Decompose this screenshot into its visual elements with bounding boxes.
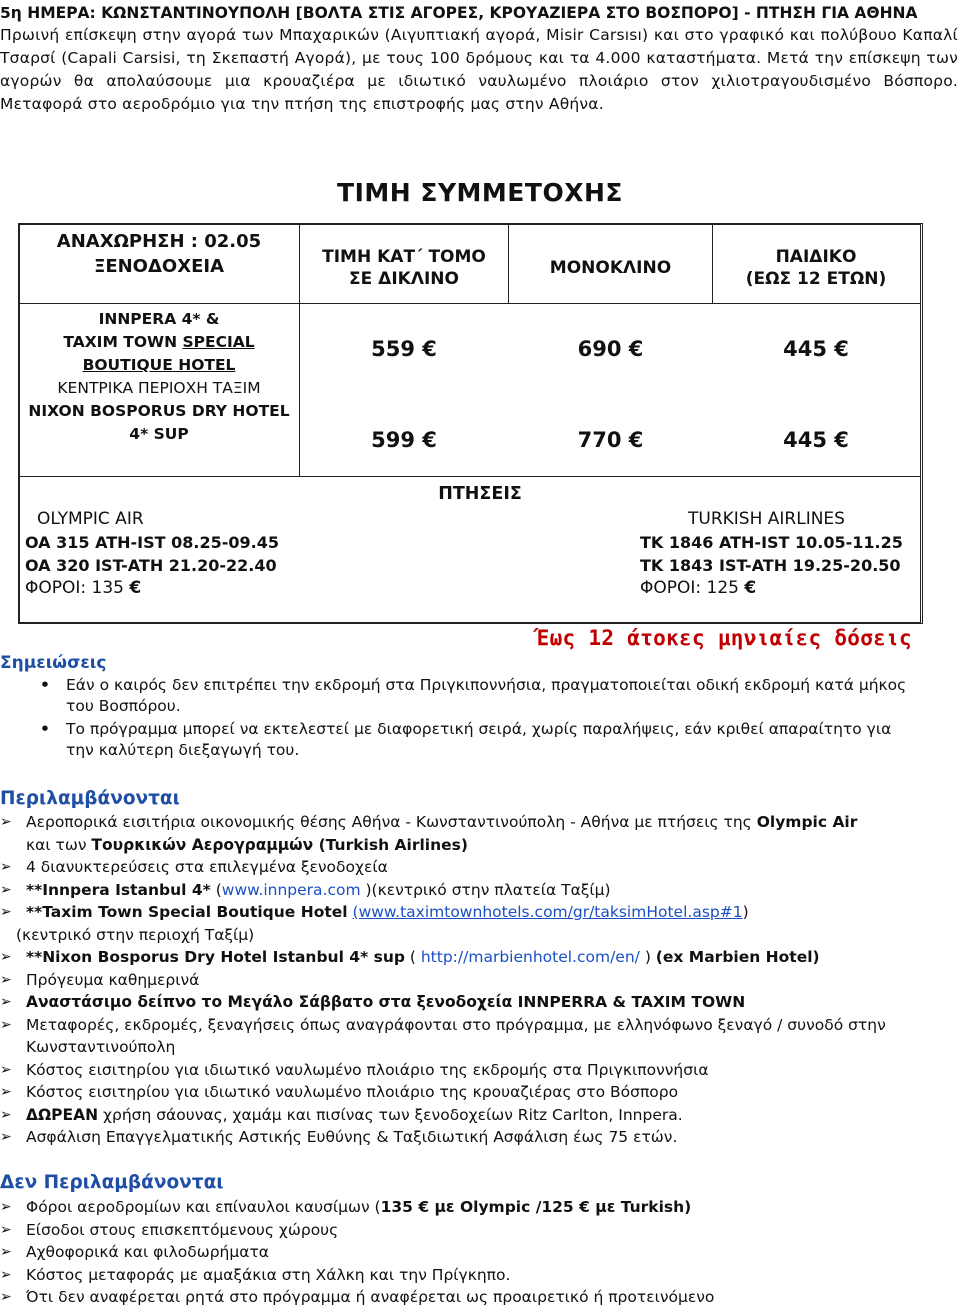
hotel-2-line1: NIXON BOSPORUS DRY HOTEL [28,402,290,420]
col-child-line2: (ΕΩΣ 12 ΕΤΩΝ) [745,269,887,289]
installments-banner: Έως 12 άτοκες μηνιαίες δόσεις [536,626,912,650]
col-child-line1: ΠΑΙΔΙΚΟ [775,247,857,267]
included-item: ➢ Κόστος εισιτηρίου για ιδιωτικό ναυλωμένο πλοιάριο της κρουαζιέρας στο Βόσπορο [0,1081,960,1104]
olympic-ret: OA 320 IST-ATH 21.20-22.40 [25,556,277,575]
euro-icon: € [129,578,142,598]
olympic-airline: OLYMPIC AIR [37,509,144,529]
price-row2-single [509,427,712,453]
hotel-1-area: ΚΕΝΤΡΙΚΑ ΠΕΡΙΟΧΗ ΤΑΞΙΜ [57,379,261,397]
included-item [0,901,960,924]
marbien-link[interactable]: http://marbienhotel.com/en/ [420,948,640,966]
divider-h2 [19,476,920,477]
text: ) [639,948,656,966]
text: ( [210,880,222,899]
text: 135 € με Olympic /125 € με Turkish) [380,1198,692,1216]
euro-icon: € [744,578,757,598]
taxes-value: 135 [91,578,124,598]
text: ΔΩΡΕΑΝ [26,1105,99,1124]
notes-list [40,675,920,763]
text: ) [742,903,749,921]
euro-icon: € [422,337,437,361]
hotel-2-line2: 4* SUP [129,425,189,443]
price-value: 599 [371,428,415,452]
not-included-item: ➢ Κόστος μεταφοράς με αμαξάκια στη Χάλκη και την Πρίγκηπο. [0,1264,960,1287]
price-value: 445 [783,337,827,361]
note-item: • Το πρόγραμμα μπορεί να εκτελεστεί με διαφορετική σειρά, χωρίς παραλήψεις, εάν κριθεί απαραίτητο για την καλύτερη διεξαγωγή του. [40,719,920,761]
euro-icon: € [834,428,849,452]
turkish-out: TK 1846 ATH-IST 10.05-11.25 [640,533,903,552]
price-heading: ΤΙΜΗ ΣΥΜΜΕΤΟΧΗΣ [337,178,623,207]
taxes-value: 125 [706,578,739,598]
included-item [0,879,960,902]
col-double-header [300,246,508,290]
col-child-header [713,246,919,290]
text: χρήση σάουνας, χαμάμ και πισίνας των ξενοδοχείων Ritz Carlton, Innpera. [98,1105,683,1124]
hotel-1-line2a: TAXIM TOWN [63,333,183,351]
col-double-line1: ΤΙΜΗ ΚΑΤ΄ ΤΟΜΟ [322,247,486,267]
text: ( [404,948,421,966]
olympic-flights [25,508,279,600]
included-title: Περιλαμβάνονται [0,788,180,809]
innpera-link[interactable]: www.innpera.com [221,880,361,899]
included-item [0,1104,960,1127]
hotel-1-line3: BOUTIQUE HOTEL [82,356,236,374]
euro-icon: € [422,428,437,452]
euro-icon: € [628,428,644,452]
price-value: 770 [577,428,622,452]
turkish-ret: TK 1843 IST-ATH 19.25-20.50 [640,556,901,575]
price-value: 690 [577,337,622,361]
price-value: 559 [371,337,415,361]
price-row1-double [300,336,508,362]
col-single-header [509,257,712,279]
hotels-label: ΞΕΝΟΔΟΧΕΙΑ [93,256,225,277]
hotel-1-line2b: SPECIAL [182,333,255,351]
col-single-label: ΜΟΝΟΚΛΙΝΟ [549,258,672,278]
euro-icon: € [628,337,644,361]
olympic-out: OA 315 ATH-IST 08.25-09.45 [25,533,279,552]
text: **Taxim Town Special Boutique Hotel [26,903,348,921]
not-included-title: Δεν Περιλαμβάνονται [0,1172,224,1193]
included-item: ➢ 4 διανυκτερεύσεις στα επιλεγμένα ξενοδοχεία [0,856,960,879]
price-row1-single [509,336,712,362]
price-value: 445 [783,428,827,452]
text: Φόροι αεροδρομίων και επίναυλοι καυσίμων ( [26,1198,381,1216]
notes-title: Σημειώσεις [0,653,107,673]
text: Olympic Air [756,813,858,831]
not-included-item: ➢ Αχθοφορικά και φιλοδωρήματα [0,1241,960,1264]
included-item: ➢ Μεταφορές, εκδρομές, ξεναγήσεις όπως αναγράφονται στο πρόγραμμα, με ελληνόφωνο ξεναγό / συνοδό στην Κωνσταντινούπολη [0,1014,960,1059]
text: **Nixon Bosporus Dry Hotel Istanbul 4* sup [26,948,405,966]
departure-date: ΑΝΑΧΩΡΗΣΗ : 02.05 [56,231,262,252]
text: και των [26,835,92,854]
price-row2-child [713,427,919,453]
hotel-1-line1: INNPERA 4* & [98,310,220,328]
included-item: ➢ Αναστάσιμο δείπνο το Μεγάλο Σάββατο στα ξενοδοχεία INNPERRA & TAXIM TOWN [0,991,960,1014]
included-item: ➢ Κόστος εισιτηρίου για ιδιωτικό ναυλωμένο πλοιάριο της εκδρομής στα Πριγκιποννήσια [0,1059,960,1082]
not-included-list [0,1196,960,1309]
hotel-row-1 [19,308,299,446]
euro-icon: € [834,337,849,361]
taxim-town-link[interactable]: (www.taximtownhotels.com/gr/taksimHotel.asp#1 [352,903,743,921]
note-item: • Εάν ο καιρός δεν επιτρέπει την εκδρομή στα Πριγκιποννήσια, πραγματοποιείται οδική εκδρομή κατά μήκος του Βοσπόρου. [40,675,920,717]
day-description: Πρωινή επίσκεψη στην αγορά των Μπαχαρικών (Αιγυπτιακή αγορά, Misir Carsısı) και στο γραφικό και πολύβουο Καπαλί Τσαρσί (Capali Carsisi, τη Σκεπαστή Αγορά), με τους 100 δρόμους και τα 4.000 καταστήματα. Μετά την επίσκεψη των αγορών θα απολαύσουμε μια κρουαζιέρα με ιδιωτικό ναυλωμένο πλοιάριο στον χιλιοτραγουδισμένο Βόσπορο. Μεταφορά στο αεροδρόμιο για την πτήση της επιστροφής μας στην Αθήνα. [0,26,958,113]
included-item: ➢ Ασφάλιση Επαγγελματικής Αστικής Ευθύνης & Ταξιδιωτική Ασφάλιση έως 75 ετών. [0,1126,960,1149]
divider-h1 [19,303,920,304]
hotel-1-line2 [19,331,299,354]
included-item-cont [0,834,960,857]
included-item [0,811,960,834]
day-title: 5η ΗΜΕΡΑ: ΚΩΝΣΤΑΝΤΙΝΟΥΠΟΛΗ [ΒΟΛΤΑ ΣΤΙΣ ΑΓΟΡΕΣ, ΚΡΟΥΑΖΙΕΡΑ ΣΤΟ ΒΟΣΠΟΡΟ] - ΠΤΗΣΗ ΓΙΑ ΑΘΗΝΑ [0,4,918,22]
olympic-taxes [25,577,279,600]
included-item-cont: (κεντρικό στην περιοχή Ταξίμ) [16,925,255,944]
text: Αεροπορικά εισιτήρια οικονομικής θέσης Αθήνα - Κωνσταντινούπολη - Αθήνα με πτήσεις της [26,813,757,831]
included-list [0,811,960,1149]
included-item: ➢ Πρόγευμα καθημερινά [0,969,960,992]
turkish-flights [640,508,903,600]
departure-header [20,229,298,279]
text: Τουρκικών Αερογραμμών (Turkish Airlines) [91,835,468,854]
turkish-airline: TURKISH AIRLINES [688,509,845,529]
not-included-item: ➢ Είσοδοι στους επισκεπτόμενους χώρους [0,1219,960,1242]
col-double-line2: ΣΕ ΔΙΚΛΙΝΟ [349,269,459,289]
price-row1-child [713,336,919,362]
text: (ex Marbien Hotel) [655,948,820,966]
not-included-item: ➢ Ότι δεν αναφέρεται ρητά στο πρόγραμμα ή αναφέρεται ως προαιρετικό ή προτεινόμενο [0,1286,960,1309]
taxes-label: ΦΟΡΟΙ: [25,578,87,598]
flights-title: ΠΤΗΣΕΙΣ [438,484,522,504]
text: )(κεντρικό στην πλατεία Ταξίμ) [360,880,611,899]
turkish-taxes [640,577,903,600]
price-row2-double [300,427,508,453]
taxes-label: ΦΟΡΟΙ: [640,578,702,598]
not-included-item [0,1196,960,1219]
included-item [0,946,960,969]
text: **Innpera Istanbul 4* [26,880,211,899]
